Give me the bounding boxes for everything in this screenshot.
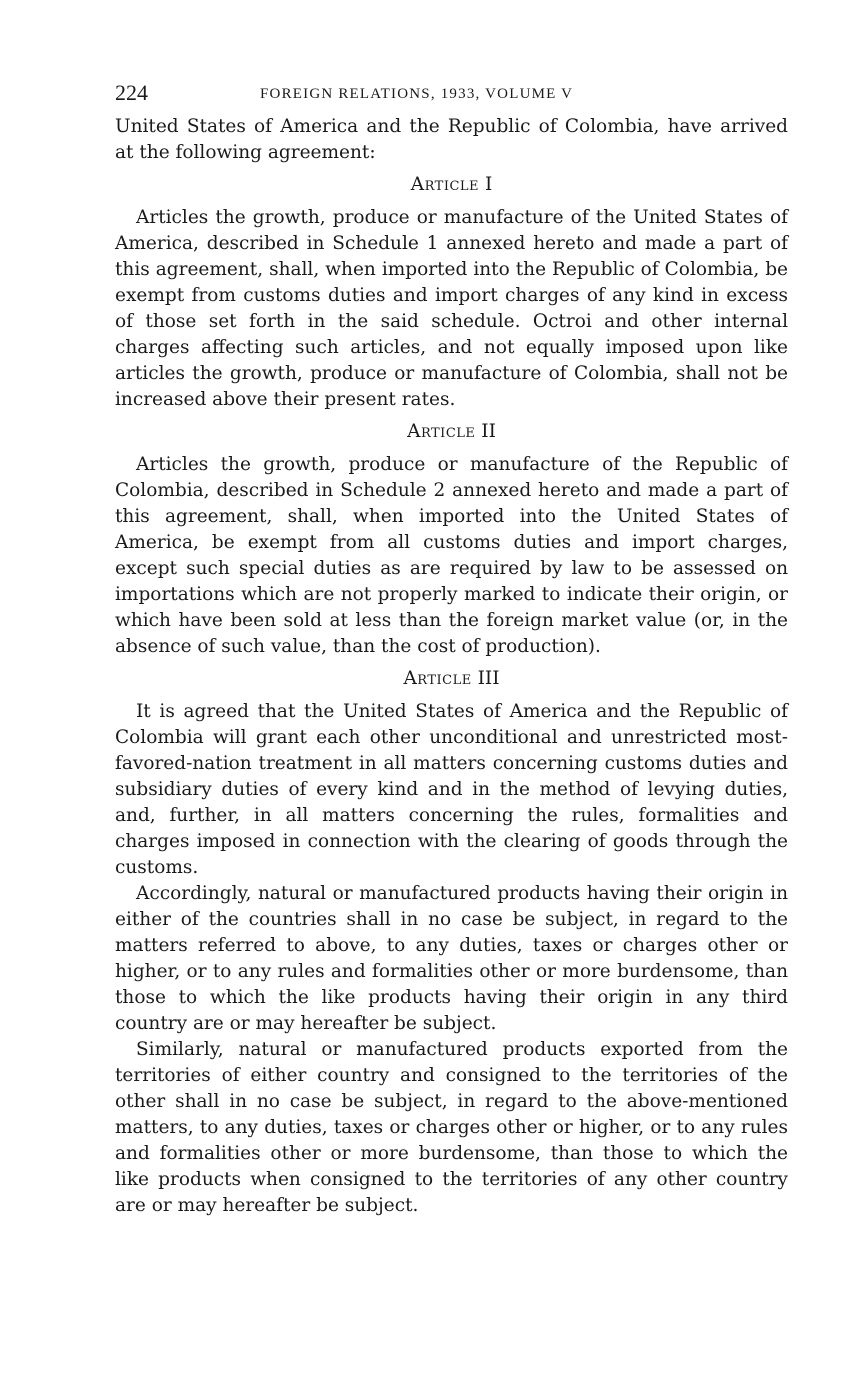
article-3-heading-word: Article <box>403 668 472 689</box>
article-1-numeral: I <box>484 174 493 195</box>
article-1-paragraph: Articles the growth, produce or manufacture of the United States of America, described in Schedule 1 annexed hereto and made a part of this agreement, shall, when imported into the Republic of Colombia, be exempt from customs duties and import charges of any kind in excess of those set forth in the said schedule. Octroi and other internal charges affecting such articles, and not equally imposed upon like articles the growth, produce or manufacture of Colombia, shall not be increased above their present rates. <box>115 207 788 410</box>
article-3-numeral: III <box>477 668 500 689</box>
article-3-paragraph-3: Similarly, natural or manufactured products exported from the territories of either country and consigned to the territories of the other shall in no case be subject, in regard to the above-mentioned matters, to any duties, taxes or charges other or higher, or to any rules and formalities other or more burdensome, than those to which the like products when consigned to the territories of any other country are or may hereafter be subject. <box>115 1039 788 1216</box>
article-2-numeral: II <box>481 421 496 442</box>
running-head-title: FOREIGN RELATIONS, 1933, VOLUME V <box>260 86 574 102</box>
document-body <box>115 114 788 1219</box>
article-1-heading <box>115 172 788 198</box>
document-page <box>115 80 788 1219</box>
article-3-paragraph-1: It is agreed that the United States of America and the Republic of Colombia will grant each other unconditional and unrestricted most-favored-nation treatment in all matters concerning customs duties and subsidiary duties of every kind and in the method of levying duties, and, further, in all matters concerning the rules, formalities and charges imposed in connection with the clearing of goods through the customs. <box>115 701 788 878</box>
article-3-paragraph-2: Accordingly, natural or manufactured products having their origin in either of the countries shall in no case be subject, in regard to the matters referred to above, to any duties, taxes or charges other or higher, or to any rules and formalities other or more burdensome, than those to which the like products having their origin in any third country are or may hereafter be subject. <box>115 883 788 1034</box>
opening-paragraph: United States of America and the Republic of Colombia, have arrived at the following agreement: <box>115 116 788 163</box>
article-1-heading-word: Article <box>410 174 480 195</box>
running-head <box>115 80 788 114</box>
article-2-heading <box>115 419 788 445</box>
page-number: 224 <box>115 80 148 105</box>
article-2-paragraph: Articles the growth, produce or manufacture of the Republic of Colombia, described in Schedule 2 annexed hereto and made a part of this agreement, shall, when imported into the United States of America, be exempt from all customs duties and import charges, except such special duties as are required by law to be assessed on importations which are not properly marked to indicate their origin, or which have been sold at less than the foreign market value (or, in the absence of such value, than the cost of production). <box>115 454 788 657</box>
article-2-heading-word: Article <box>407 421 476 442</box>
article-3-heading <box>115 666 788 692</box>
